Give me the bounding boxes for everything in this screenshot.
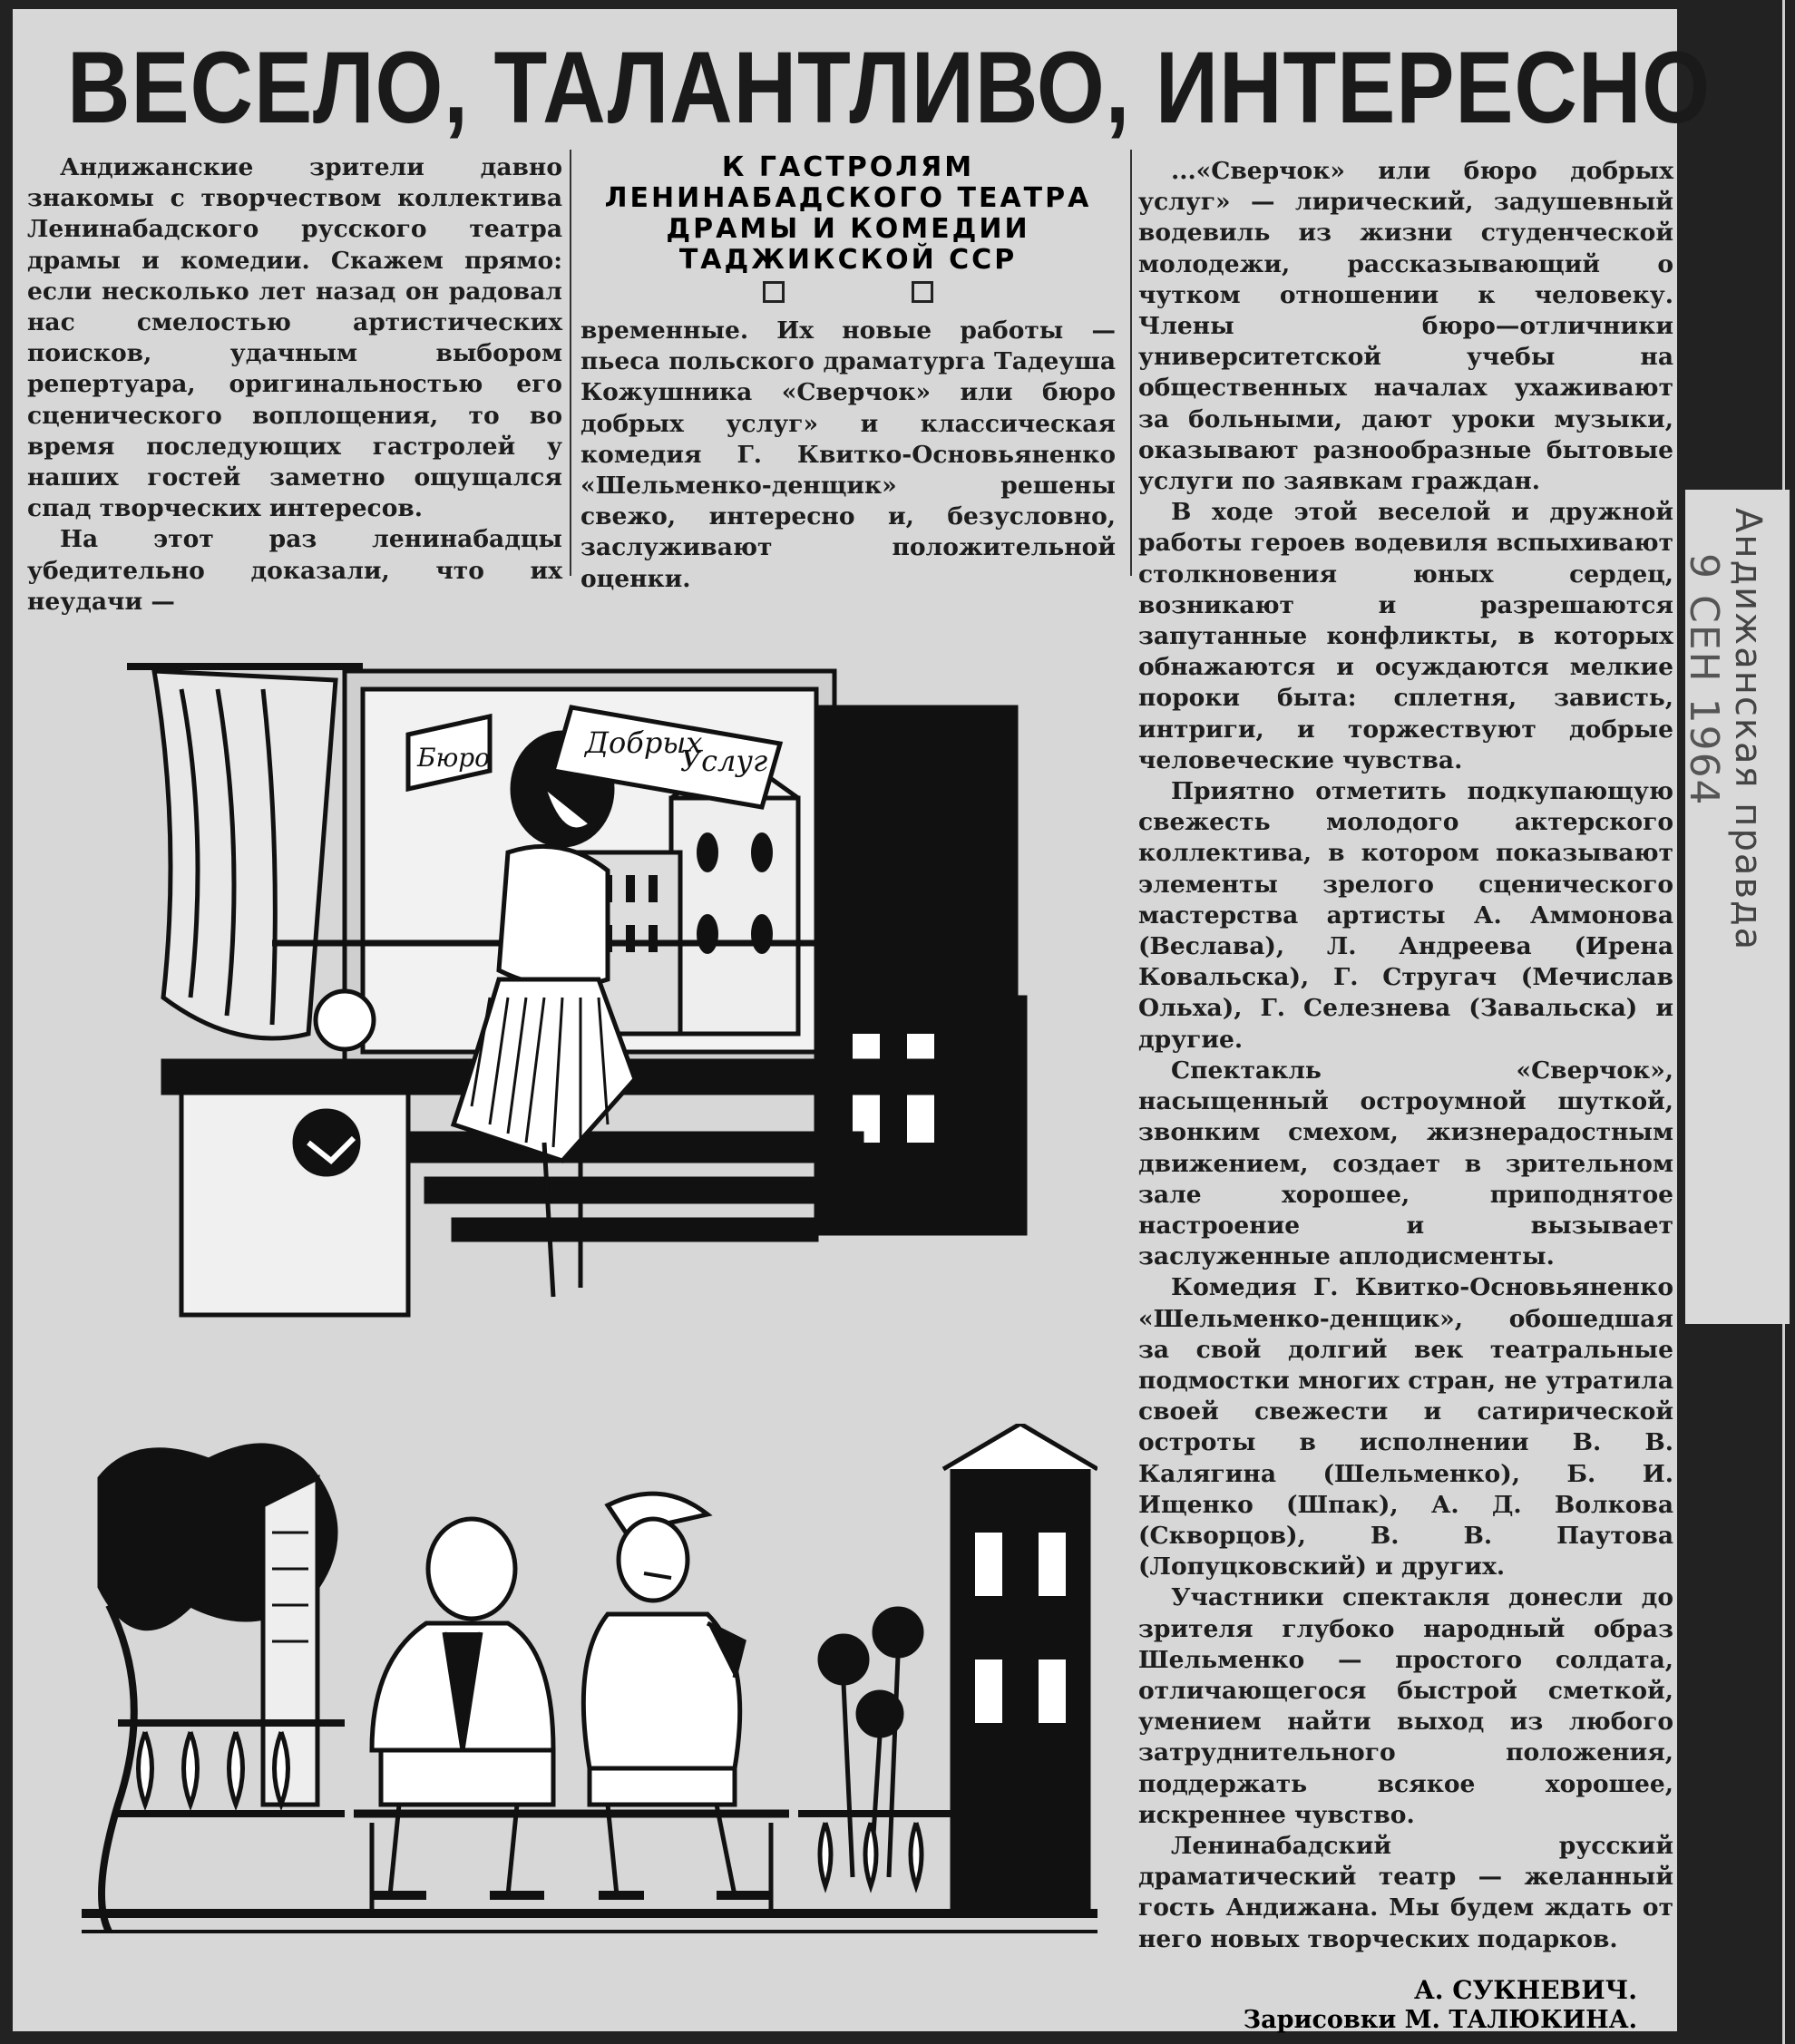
illustration-credit: Зарисовки М. ТАЛЮКИНА. <box>1243 2006 1637 2034</box>
ornament-boxes <box>580 281 1116 307</box>
paragraph: временные. Их новые работы — пьеса польского драматурга Тадеуша Кожушника «Сверчок» или бюро добрых услуг» и классическая комедия Г. Квитко-Основьяненко «Шельменко-денщик» решены свежо, интересно и, безусловно, заслуживают положительной оценки. <box>580 316 1116 593</box>
column-rule <box>570 150 571 576</box>
sign-text-dobryh: Добрых <box>585 725 703 760</box>
archive-note <box>1681 508 1769 1306</box>
paragraph: На этот раз ленинабадцы убедительно доказали, что их неудачи — <box>27 525 562 616</box>
paragraph: ...«Сверчок» или бюро добрых услуг» — лирический, задушевный водевиль из жизни студенческой молодежи, рассказывающий о чутком отношении к человеку. Члены бюро—отличники университетской учебы на общественных началах ухаживают за больными, дают уроки музыки, оказывают разнообразные бытовые услуги по заявкам граждан. <box>1138 157 1673 496</box>
author-signature: А. СУКНЕВИЧ. <box>1413 1975 1637 2005</box>
paragraph: Комедия Г. Квитко-Основьяненко «Шельменко-денщик», обошедшая за свой долгий век театральные подмостки многих стран, не утратила своей свежести и сатирической остроты в исполнении В. В. Калягина (Шельменко), Б. И. Ищенко (Шпак), А. Д. Волкова (Скворцов), В. В. Паутова (Лопуцковский) и других. <box>1138 1273 1673 1582</box>
ornament-box <box>912 281 933 303</box>
paragraph: Участники спектакля донесли до зрителя глубоко народный образ Шельменко — простого солдата, отличающегося быстрой сметкой, умением найти выход из любого затруднительного положения, поддержать всякое хорошее, искреннее чувство. <box>1138 1583 1673 1829</box>
illustration-sverchok <box>127 653 1043 1342</box>
column-rule <box>1130 150 1132 576</box>
column-1 <box>27 152 562 618</box>
subheading-line: ТАДЖИКСКОЙ ССР <box>678 244 1018 276</box>
headline: ВЕСЕЛО, ТАЛАНТЛИВО, ИНТЕРЕСНО <box>67 31 1712 144</box>
subheading <box>580 152 1116 276</box>
sign-text-uslug: Услуг <box>680 744 768 778</box>
paragraph: Приятно отметить подкупающую свежесть молодого актерского коллектива, в котором показывают элементы зрелого сценического мастерства артисты А. Аммонова (Веслава), Л. Андреева (Ирена Ковальска), Г. Стругач (Мечислав Ольха), Г. Селезнева (Завальска) и другие. <box>1138 777 1673 1054</box>
illustration-shelmenko <box>82 1424 1097 1950</box>
paragraph: Андижанские зрители давно знакомы с творчеством коллектива Ленинабадского русского театра драмы и комедии. Скажем прямо: если несколько лет назад он радовал нас смелостью артистических поисков, удачным выбором репертуара, оригинальностью его сценического воплощения, то во время последующих гастролей у наших гостей заметно ощущался спад творческих интересов. <box>27 153 562 523</box>
source-date: 9 СЕН 1964 <box>1681 553 1727 807</box>
paragraph: Спектакль «Сверчок», насыщенный остроумной шуткой, звонким смехом, жизнерадостным движением, создает в зрительном зале хорошее, приподнятое настроение и вызывает заслуженные аплодисменты. <box>1138 1056 1673 1271</box>
paragraph: В ходе этой веселой и дружной работы героев водевиля вспыхивают столкновения юных сердец, возникают и разрешаются запутанные конфликты, в которых обнажаются и осуждаются мелкие пороки быта: сплетня, зависть, интриги, и торжествуют добрые человеческие чувства. <box>1138 498 1673 774</box>
subheading-line: ЛЕНИНАБАДСКОГО ТЕАТРА <box>604 182 1092 214</box>
subheading-line: К ГАСТРОЛЯМ <box>721 151 975 183</box>
column-3 <box>1138 156 1673 1955</box>
ornament-box <box>763 281 785 303</box>
paragraph: Ленинабадский русский драматический театр — желанный гость Андижана. Мы будем ждать от него новых творческих подарков. <box>1138 1831 1673 1953</box>
subheading-line: ДРАМЫ И КОМЕДИИ <box>666 213 1030 245</box>
sign-text-biuro: Бюро <box>417 743 491 773</box>
column-2 <box>580 316 1116 595</box>
source-newspaper: Андижанская правда <box>1727 508 1769 952</box>
